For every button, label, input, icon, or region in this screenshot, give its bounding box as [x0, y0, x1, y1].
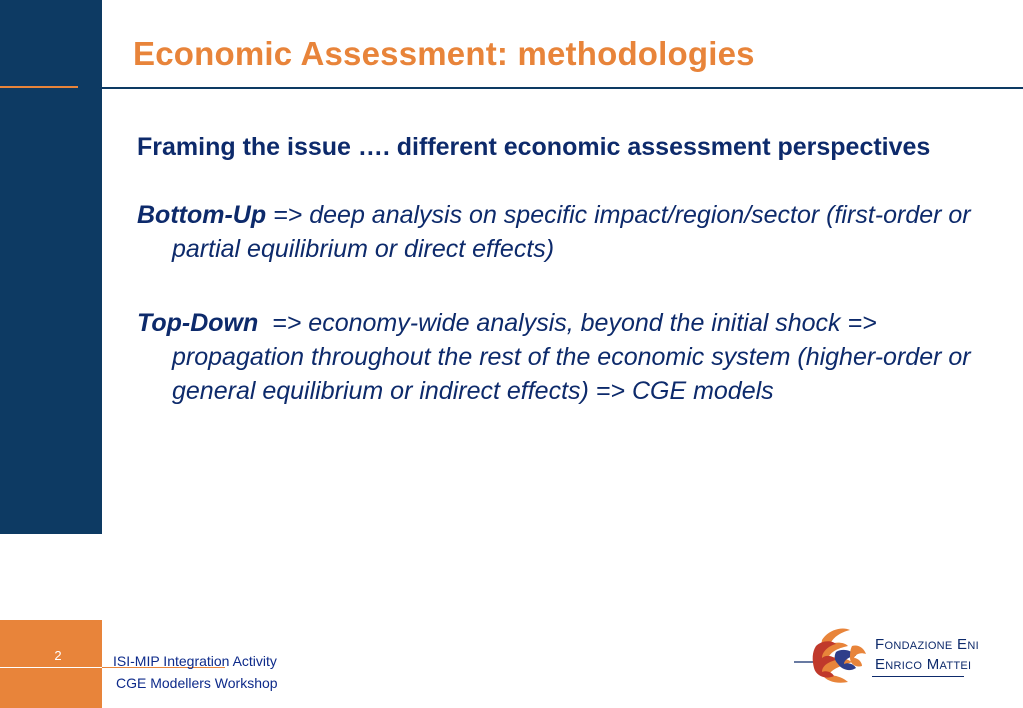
page-number: 2	[54, 648, 62, 663]
page-number-rule	[0, 667, 102, 668]
footer-event-name: ISI-MIP Integration Activity	[113, 653, 277, 669]
bottom-up-item	[137, 198, 997, 266]
framing-heading: Framing the issue …. different economic assessment perspectives	[137, 133, 931, 161]
logo-underline	[872, 676, 964, 677]
sidebar-accent-line	[0, 86, 78, 88]
title-divider	[102, 87, 1023, 89]
bottom-up-term: Bottom-Up	[137, 201, 267, 229]
sidebar-top-band	[0, 0, 102, 534]
logo-text-line1: Fondazione Eni	[875, 636, 979, 653]
slide-body	[137, 130, 997, 448]
top-down-text: => economy-wide analysis, beyond the initial shock => propagation throughout the rest of the economic system (higher-order or general equilibrium or indirect effects) => CGE models	[172, 309, 978, 405]
sidebar-bottom-band	[0, 620, 102, 708]
logo-text-line2: Enrico Mattei	[875, 656, 972, 673]
bottom-up-text: => deep analysis on specific impact/region/sector (first-order or partial equilibrium or direct effects)	[172, 201, 971, 263]
feem-logo-icon	[792, 622, 972, 688]
top-down-term: Top-Down	[137, 309, 259, 337]
slide-title: Economic Assessment: methodologies	[133, 35, 755, 72]
top-down-item	[137, 306, 997, 408]
footer-workshop-name: CGE Modellers Workshop	[116, 675, 278, 691]
